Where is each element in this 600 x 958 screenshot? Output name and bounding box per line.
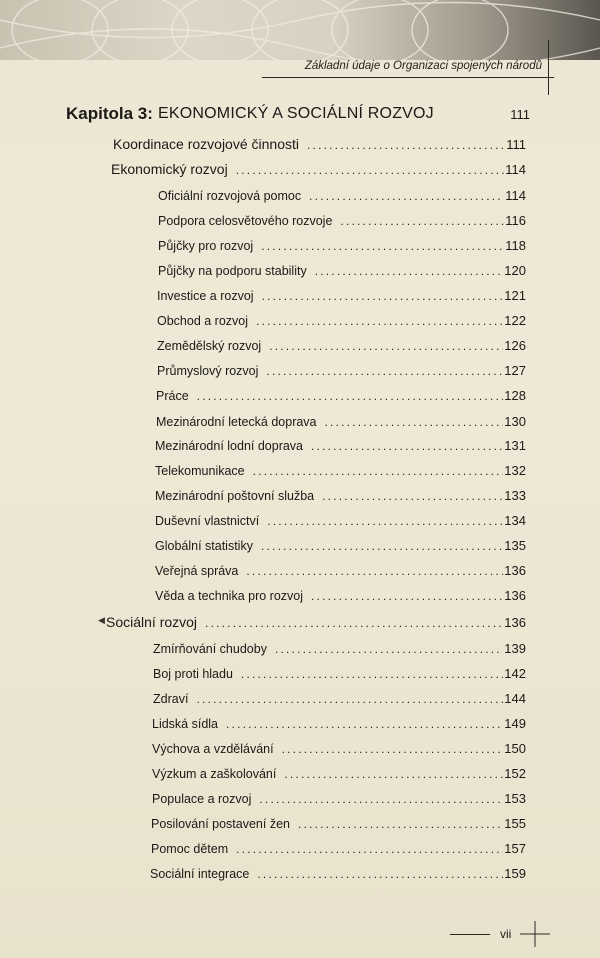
toc-entry-label: Lidská sídla — [152, 717, 219, 731]
dot-leader — [236, 842, 503, 856]
dot-leader — [309, 189, 504, 203]
chapter-page-number: 111 — [510, 107, 530, 122]
toc-entry-page: 152 — [504, 766, 526, 781]
toc-entry-page: 131 — [504, 438, 526, 453]
toc-entry-label: Posilování postavení žen — [151, 817, 290, 831]
toc-entry-page: 159 — [504, 866, 526, 881]
toc-entry-page: 128 — [504, 388, 526, 403]
dot-leader — [205, 616, 503, 630]
toc-entry-label: Obchod a rozvoj — [157, 314, 249, 328]
toc-entry — [156, 414, 526, 429]
toc-entry — [152, 791, 526, 806]
toc-entry-page: 136 — [504, 615, 526, 630]
dot-leader — [307, 138, 505, 152]
toc-entry — [155, 488, 526, 503]
toc-entry-page: 149 — [504, 716, 526, 731]
dot-leader — [267, 514, 503, 528]
toc-entry-page: 153 — [504, 791, 526, 806]
toc-entry-page: 132 — [504, 463, 526, 478]
toc-entry — [152, 716, 526, 731]
toc-entry-label: Výzkum a zaškolování — [152, 767, 277, 781]
toc-entry — [150, 866, 526, 881]
dot-leader — [315, 264, 504, 278]
toc-entry-label: Globální statistiky — [155, 539, 253, 553]
toc-entry-label: Věda a technika pro rozvoj — [155, 589, 304, 603]
dot-leader — [261, 239, 504, 253]
toc-entry — [152, 766, 526, 781]
toc-entry — [158, 238, 526, 253]
toc-entry — [153, 691, 526, 706]
toc-entry — [158, 188, 526, 203]
toc-entry — [157, 288, 526, 303]
toc-entry-label: Investice a rozvoj — [157, 289, 254, 303]
toc-entry-page: 135 — [504, 538, 526, 553]
toc-entry-page: 142 — [504, 666, 526, 681]
toc-entry-page: 114 — [505, 188, 526, 203]
crop-mark-icon — [520, 919, 550, 949]
dot-leader — [266, 364, 503, 378]
toc-entry-page: 116 — [505, 213, 526, 228]
dot-leader — [257, 867, 503, 881]
toc-entry-label: Zdraví — [153, 692, 189, 706]
toc-entry-label: Půjčky pro rozvoj — [158, 239, 254, 253]
toc-entry-page: 122 — [504, 313, 526, 328]
dot-leader — [256, 314, 503, 328]
toc-entry-page: 133 — [504, 488, 526, 503]
dot-leader — [325, 415, 504, 429]
toc-entry-label: Telekomunikace — [155, 464, 245, 478]
dot-leader — [262, 289, 504, 303]
header-ornament — [0, 0, 600, 60]
toc-entry-label: Koordinace rozvojové činnosti — [113, 136, 299, 152]
toc-entry-label: Boj proti hladu — [153, 667, 233, 681]
dot-leader — [253, 464, 504, 478]
toc-entry — [158, 213, 526, 228]
dot-leader — [269, 339, 503, 353]
dot-leader — [246, 564, 503, 578]
toc-entry — [155, 438, 526, 453]
bullet-arrow-icon: ◀ — [98, 615, 105, 625]
footer-rule — [450, 934, 490, 935]
toc-entry-page: 121 — [504, 288, 526, 303]
dot-leader — [275, 642, 503, 656]
toc-entry-label: Ekonomický rozvoj — [111, 161, 228, 177]
toc-entry — [153, 641, 526, 656]
toc-entry-page: 126 — [504, 338, 526, 353]
dot-leader — [261, 539, 503, 553]
toc-entry-label: Veřejná správa — [155, 564, 239, 578]
toc-entry-label: Sociální rozvoj — [106, 614, 198, 630]
toc-entry-page: 144 — [504, 691, 526, 706]
toc-entry-label: Podpora celosvětového rozvoje — [158, 214, 333, 228]
toc-entry-page: 136 — [504, 563, 526, 578]
toc-entry-label: Průmyslový rozvoj — [157, 364, 259, 378]
toc-entry — [155, 563, 526, 578]
chapter-title: EKONOMICKÝ A SOCIÁLNÍ ROZVOJ — [158, 105, 434, 122]
toc-entry-page: 111 — [506, 137, 526, 152]
dot-leader — [259, 792, 503, 806]
dot-leader — [241, 667, 503, 681]
dot-leader — [340, 214, 504, 228]
toc-entry-page: 134 — [504, 513, 526, 528]
toc-entry-page: 155 — [504, 816, 526, 831]
toc-entry — [157, 338, 526, 353]
toc-entry — [157, 363, 526, 378]
toc-entry-label: Práce — [156, 389, 189, 403]
toc-entry — [157, 313, 526, 328]
toc-entry-label: Duševní vlastnictví — [155, 514, 260, 528]
toc-entry-label: Půjčky na podporu stability — [158, 264, 307, 278]
toc-entry — [111, 161, 526, 177]
toc-entry — [156, 388, 526, 403]
dot-leader — [311, 439, 503, 453]
dot-leader — [197, 389, 504, 403]
toc-entry-label: Oficiální rozvojová pomoc — [158, 189, 302, 203]
toc-entry — [106, 614, 526, 630]
dot-leader — [284, 767, 503, 781]
toc-entry-page: 139 — [504, 641, 526, 656]
header-rule — [262, 77, 554, 78]
toc-entry — [158, 263, 526, 278]
header-vertical-rule — [548, 40, 549, 95]
toc-entry-label: Mezinárodní letecká doprava — [156, 415, 317, 429]
toc-entry — [155, 513, 526, 528]
toc-entry-label: Zmírňování chudoby — [153, 642, 267, 656]
running-header-title: Základní údaje o Organizaci spojených národů — [304, 60, 542, 72]
toc-entry — [155, 588, 526, 603]
toc-entry-page: 114 — [505, 162, 526, 177]
toc-entry-page: 118 — [505, 238, 526, 253]
dot-leader — [311, 589, 503, 603]
toc-entry-label: Výchova a vzdělávání — [152, 742, 274, 756]
dot-leader — [226, 717, 503, 731]
toc-entry-page: 120 — [504, 263, 526, 278]
toc-entry-label: Populace a rozvoj — [152, 792, 252, 806]
toc-entry-page: 150 — [504, 741, 526, 756]
toc-entry — [152, 741, 526, 756]
toc-entry-page: 130 — [504, 414, 526, 429]
toc-entry-label: Mezinárodní poštovní služba — [155, 489, 315, 503]
toc-entry-page: 157 — [504, 841, 526, 856]
toc-entry-label: Pomoc dětem — [151, 842, 229, 856]
toc-entry-label: Sociální integrace — [150, 867, 250, 881]
dot-leader — [196, 692, 503, 706]
toc-entry — [153, 666, 526, 681]
chapter-heading — [66, 104, 530, 126]
page-number: vii — [500, 927, 512, 941]
toc-entry-page: 136 — [504, 588, 526, 603]
toc-entry — [151, 816, 526, 831]
dot-leader — [298, 817, 503, 831]
toc-entry — [151, 841, 526, 856]
toc-entry — [113, 136, 526, 152]
toc-entry-page: 127 — [504, 363, 526, 378]
toc-entry-label: Zemědělský rozvoj — [157, 339, 262, 353]
toc-entry-label: Mezinárodní lodní doprava — [155, 439, 304, 453]
dot-leader — [282, 742, 504, 756]
chapter-label: Kapitola 3: — [66, 104, 153, 123]
toc-entry — [155, 463, 526, 478]
dot-leader — [236, 163, 505, 177]
toc-entry — [155, 538, 526, 553]
dot-leader — [322, 489, 503, 503]
